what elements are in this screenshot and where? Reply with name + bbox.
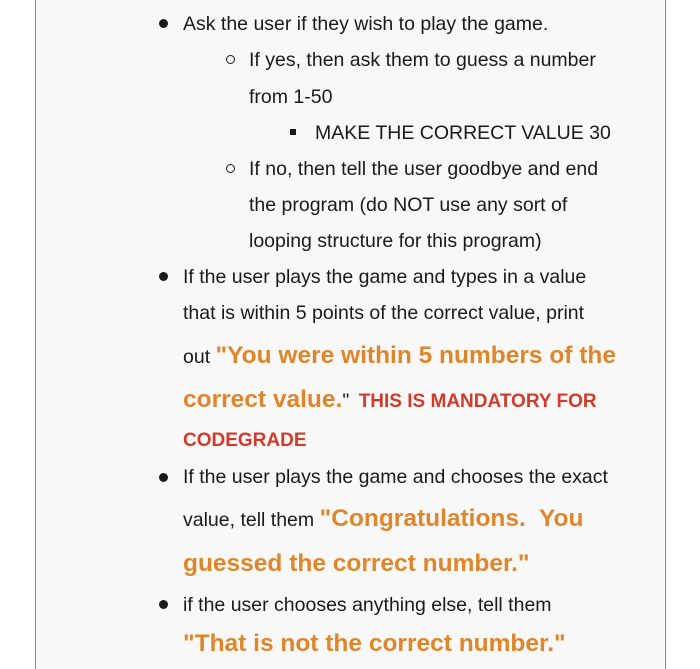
bullet2-out-prefix: out bbox=[183, 346, 216, 368]
bullet3-line2 bbox=[183, 505, 583, 534]
closing-quote: " bbox=[342, 390, 350, 412]
nested-correct-value: MAKE THE CORRECT VALUE 30 bbox=[315, 122, 611, 144]
bullet-disc-icon bbox=[159, 19, 168, 28]
bullet2-line3 bbox=[183, 342, 616, 371]
bullet2-line1: If the user plays the game and types in a value bbox=[183, 266, 587, 288]
mandatory-note-part1: THIS IS MANDATORY FOR bbox=[358, 391, 597, 412]
sub-no-line2: the program (do NOT use any sort of bbox=[249, 194, 568, 216]
sub-no-line1: If no, then tell the user goodbye and end bbox=[249, 158, 599, 180]
bullet-disc-icon bbox=[159, 600, 168, 609]
sub-yes-line2: from 1-50 bbox=[249, 86, 333, 108]
congrats-message-part2: guessed the correct number." bbox=[183, 550, 530, 577]
bullet3-line1: If the user plays the game and chooses the exact bbox=[183, 466, 608, 488]
sub-no-line3: looping structure for this program) bbox=[249, 230, 542, 252]
bullet-disc-icon bbox=[159, 272, 168, 281]
bullet4-line1: if the user chooses anything else, tell them bbox=[183, 594, 552, 616]
bullet-circle-icon bbox=[226, 55, 235, 64]
bullet2-line4 bbox=[183, 386, 597, 416]
bullet3-value-prefix: value, tell them bbox=[183, 509, 320, 531]
congrats-message-part1: "Congratulations. You bbox=[319, 505, 584, 532]
sub-yes-line1: If yes, then ask them to guess a number bbox=[249, 49, 596, 71]
mandatory-note-part2: CODEGRADE bbox=[183, 430, 307, 451]
bullet-circle-icon bbox=[226, 164, 235, 173]
within-5-message-part2: correct value. bbox=[183, 386, 343, 413]
bullet-disc-icon bbox=[159, 473, 168, 482]
within-5-message-part1: "You were within 5 numbers of the bbox=[215, 342, 617, 369]
bullet2-line2: that is within 5 points of the correct value, print bbox=[183, 302, 585, 324]
bullet-square-icon bbox=[290, 129, 296, 135]
bullet1-text: Ask the user if they wish to play the game. bbox=[183, 13, 549, 35]
not-correct-message: "That is not the correct number." bbox=[183, 630, 566, 657]
